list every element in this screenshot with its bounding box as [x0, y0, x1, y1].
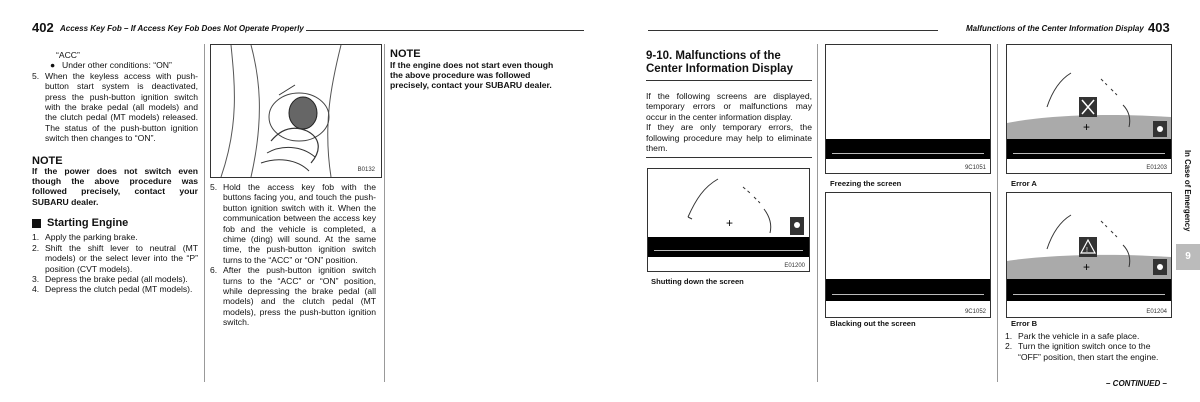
step-number: 2.: [1005, 341, 1013, 352]
right-column-1: [646, 50, 812, 158]
step-text: Hold the access key fob with the buttons facing you, and touch the push-button ignition switch with it. When the communication between the access key fob and the vehicle is completed, a chime (ding) will sound. At the same time, the push-button ignition switch turns to the “ACC” or “ON” position.: [223, 182, 376, 265]
gauge-icon: [1007, 193, 1171, 279]
list-item: [32, 243, 198, 274]
step-number: 5.: [210, 182, 218, 192]
svg-text:+: +: [1083, 260, 1091, 274]
step-text: Depress the clutch pedal (MT models).: [45, 284, 193, 295]
svg-text:!: !: [1086, 247, 1088, 254]
left-column-3: [390, 48, 560, 91]
black-status-bar: [826, 139, 990, 159]
list-item: [1005, 341, 1171, 362]
side-tab-label: In Case of Emergency: [1183, 150, 1192, 232]
column-divider: [384, 44, 385, 382]
chapter-heading-rule: [646, 80, 812, 81]
left-column-2: [210, 182, 376, 328]
key-fob-figure: [210, 44, 382, 178]
right-final-steps: [1005, 331, 1171, 362]
note-heading-1: NOTE: [32, 154, 63, 167]
left-page-number: 402: [32, 20, 54, 35]
bullet-other-conditions: [32, 60, 198, 70]
step-text: After the push-button ignition switch turns to the “ACC” or “ON” position, while depressing the brake pedal (all models) and the clutch pedal (MT models), press the push-button ignition switch.: [223, 265, 376, 328]
step-number: 4.: [32, 284, 40, 295]
figure-code: B0132: [357, 167, 375, 173]
list-item: [210, 265, 376, 327]
note-text-2: If the engine does not start even though the above procedure was followed precisely, contact your SUBARU dealer.: [390, 60, 554, 91]
screen-shutting-down: [647, 168, 810, 272]
right-header-rule: [648, 30, 938, 31]
black-status-bar: [826, 279, 990, 301]
acc-line: “ACC”: [56, 50, 80, 60]
right-page-number: 403: [1148, 20, 1170, 35]
note-heading-2: NOTE: [390, 48, 421, 60]
square-bullet-icon: [32, 219, 41, 228]
screen-code: 9C1051: [964, 165, 986, 171]
left-running-head: Access Key Fob – If Access Key Fob Does Not Operate Properly: [60, 24, 304, 33]
step-number: 1.: [32, 232, 40, 243]
step-text: Park the vehicle in a safe place.: [1018, 331, 1140, 341]
bullet-dot-icon: ●: [50, 60, 56, 71]
column-divider: [204, 44, 205, 382]
chapter-heading: [646, 50, 812, 76]
list-item: [32, 232, 198, 242]
step-text: Apply the parking brake.: [45, 232, 138, 243]
column-divider: [997, 44, 998, 382]
svg-text:+: +: [1083, 120, 1091, 134]
right-running-head: Malfunctions of the Center Information Display: [966, 24, 1144, 33]
intro-rule: [646, 157, 812, 158]
gauge-icon: [648, 169, 809, 239]
step-text: Turn the ignition switch once to the “OFF” position, then start the engine.: [1018, 341, 1159, 362]
screen-code: E01203: [1146, 165, 1167, 171]
caption-error-a: Error A: [1011, 179, 1037, 188]
intro-paragraph-2: If they are only temporary errors, the following procedure may help to eliminate them.: [646, 122, 812, 154]
screen-freezing: [825, 44, 991, 174]
step-number: 3.: [32, 273, 40, 284]
caption-freezing: Freezing the screen: [830, 179, 902, 188]
list-item: [1005, 331, 1171, 341]
left-column-1: [32, 50, 198, 295]
step-5-text: When the keyless access with push-button start system is deactivated, press the push-button ignition switch with the brake pedal (all models) and the clutch pedal (MT models) released. The status of the push-button ignition switch then changes to “ON”.: [45, 70, 198, 144]
side-tab-number: 9: [1176, 244, 1200, 270]
bullet-other-text: Under other conditions: “ON”: [62, 60, 172, 71]
gauge-icon: [1007, 45, 1171, 141]
screen-code: E01200: [784, 263, 805, 269]
column-divider: [817, 44, 818, 382]
black-status-bar: [1007, 279, 1171, 301]
screen-blacking-out: [825, 192, 991, 318]
svg-text:+: +: [726, 216, 734, 230]
continued-label: – CONTINUED –: [1106, 379, 1167, 388]
step-number: 2.: [32, 242, 40, 253]
step-text: Shift the shift lever to neutral (MT models) or the select lever into the “P” position (CVT models).: [45, 242, 198, 274]
step-number: 1.: [1005, 331, 1013, 341]
step-text: Depress the brake pedal (all models).: [45, 273, 188, 284]
black-status-bar: [1007, 139, 1171, 159]
starting-engine-steps: [32, 232, 198, 294]
caption-error-b: Error B: [1011, 319, 1038, 328]
step-5-left: [32, 71, 198, 144]
left-header-rule: [306, 30, 584, 31]
key-fob-illustration: [211, 45, 381, 177]
list-item: [210, 182, 376, 265]
screen-error-a: [1006, 44, 1172, 174]
step-5-number: 5.: [32, 70, 40, 81]
step-number: 6.: [210, 265, 218, 276]
intro-paragraph-1: If the following screens are displayed, temporary errors or malfunctions may occur in the center information display.: [646, 91, 812, 122]
screen-code: E01204: [1146, 309, 1167, 315]
chapter-heading-line1: 9-10. Malfunctions of the: [646, 50, 781, 62]
list-item: [32, 284, 198, 294]
chapter-heading-line2: Center Information Display: [646, 63, 793, 75]
caption-blacking-out: Blacking out the screen: [830, 319, 916, 328]
screen-error-b: [1006, 192, 1172, 318]
section-heading-text: Starting Engine: [47, 216, 129, 229]
screen-code: 9C1052: [964, 309, 986, 315]
caption-shutting-down: Shutting down the screen: [651, 277, 744, 286]
list-item: [32, 274, 198, 284]
section-starting-engine: [32, 218, 198, 228]
black-status-bar: [648, 237, 809, 257]
note-text-1: If the power does not switch even though the above procedure was followed precisely, contact your SUBARU dealer.: [32, 166, 198, 207]
